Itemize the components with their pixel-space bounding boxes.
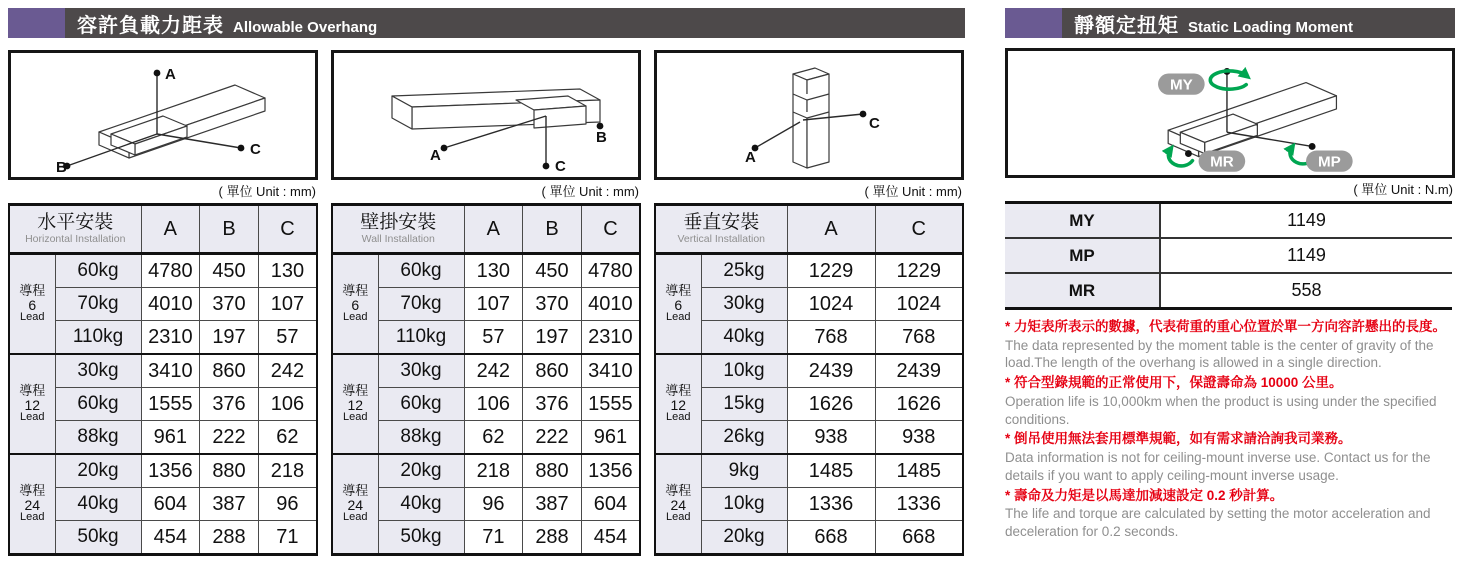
lead-label-zh: 導程 — [19, 383, 46, 399]
moment-row — [1005, 273, 1452, 309]
value-cell: 130 — [464, 254, 523, 288]
load-cell: 20kg — [55, 454, 141, 488]
data-row — [332, 488, 640, 521]
lead-value: 6 — [28, 296, 37, 313]
horizontal-table-holder — [8, 203, 318, 556]
lead-label-en: Lead — [343, 411, 368, 424]
value-cell: 1626 — [875, 388, 963, 421]
value-cell: 961 — [581, 421, 640, 455]
load-cell: 40kg — [701, 321, 787, 355]
lead-label-en: Lead — [666, 311, 691, 324]
value-cell: 768 — [787, 321, 875, 355]
section-title-en: Static Loading Moment — [1188, 18, 1353, 36]
value-cell: 218 — [464, 454, 523, 488]
overhang-header-row — [332, 205, 640, 254]
data-row — [9, 254, 317, 288]
value-cell: 288 — [523, 521, 582, 555]
lead-value: 24 — [347, 496, 364, 513]
value-cell: 860 — [523, 354, 582, 388]
axis-label-a: A — [165, 66, 176, 83]
allowable-overhang-header — [8, 8, 965, 38]
note-text-en: Operation life is 10,000km when the product is using under the specified conditions. — [1005, 393, 1437, 427]
section-title-zh: 容許負載力距表 — [77, 14, 224, 37]
load-cell: 60kg — [55, 388, 141, 421]
vertical-installation-diagram — [654, 50, 964, 180]
lead-cell — [655, 354, 701, 454]
load-cell: 60kg — [55, 254, 141, 288]
value-cell: 197 — [523, 321, 582, 355]
column-header-c: C — [258, 205, 317, 254]
wall-installation-diagram — [331, 50, 641, 180]
value-cell: 107 — [258, 288, 317, 321]
lead-label-zh: 導程 — [342, 383, 369, 399]
value-cell: 1356 — [581, 454, 640, 488]
value-cell: 3410 — [141, 354, 200, 388]
wall-table-holder — [331, 203, 641, 556]
value-cell: 454 — [141, 521, 200, 555]
axis-label-c: C — [869, 115, 880, 132]
value-cell: 106 — [464, 388, 523, 421]
value-cell: 880 — [200, 454, 259, 488]
note-item — [1005, 486, 1454, 541]
value-cell: 3410 — [581, 354, 640, 388]
value-cell: 130 — [258, 254, 317, 288]
value-cell: 1485 — [787, 454, 875, 488]
value-cell: 2310 — [141, 321, 200, 355]
lead-value: 6 — [351, 296, 360, 313]
value-cell: 4780 — [141, 254, 200, 288]
moment-value: 1149 — [1160, 238, 1452, 273]
load-cell: 20kg — [701, 521, 787, 555]
unit-label-nm: ( 單位 Unit : N.m) — [1353, 182, 1453, 197]
moment-diagram-svg — [1008, 51, 1452, 175]
overhang-table-horizontal — [8, 203, 318, 556]
installation-name-zh: 垂直安裝 — [683, 211, 760, 233]
axis-dot-c — [238, 145, 245, 152]
value-cell: 880 — [523, 454, 582, 488]
axis-label-b: B — [56, 159, 67, 176]
axis-label-a: A — [430, 147, 441, 164]
vertical-diagram-svg — [657, 53, 961, 177]
mr-badge-label: MR — [1210, 153, 1234, 171]
note-text-zh: * 力矩表所表示的數據，代表荷重的重心位置於單一方向容許懸出的長度。 — [1005, 319, 1447, 334]
load-cell: 26kg — [701, 421, 787, 455]
vertical-installation-block — [654, 50, 964, 556]
moment-diagram — [1005, 48, 1455, 178]
lead-label-zh: 導程 — [665, 383, 692, 399]
data-row — [655, 421, 963, 455]
lead-label-zh: 導程 — [665, 483, 692, 499]
value-cell: 106 — [258, 388, 317, 421]
note-text-en: Data information is not for ceiling-mount inverse use. Contact us for the details if you want to apply ceiling-mount inverse usage. — [1005, 449, 1431, 483]
value-cell: 938 — [787, 421, 875, 455]
lead-cell — [9, 254, 55, 355]
value-cell: 2439 — [875, 354, 963, 388]
wall-diagram-svg — [334, 53, 638, 177]
note-text-zh: * 倒吊使用無法套用標準規範，如有需求請洽詢我司業務。 — [1005, 431, 1352, 447]
my-badge-label: MY — [1169, 76, 1193, 94]
mp-badge-label: MP — [1317, 153, 1341, 171]
value-cell: 1555 — [581, 388, 640, 421]
horizontal-diagram-svg — [11, 53, 315, 177]
section-title-zh: 靜額定扭矩 — [1074, 14, 1179, 37]
lead-value: 24 — [24, 496, 41, 513]
note-item — [1005, 317, 1454, 372]
value-cell: 370 — [200, 288, 259, 321]
value-cell: 2439 — [787, 354, 875, 388]
mp-dot — [1309, 143, 1316, 150]
lead-label-en: Lead — [343, 311, 368, 324]
static-loading-moment-header — [1005, 8, 1455, 38]
lead-label-zh: 導程 — [19, 283, 46, 299]
axis-dot-a — [154, 70, 161, 77]
data-row — [332, 321, 640, 355]
moment-label: MR — [1005, 273, 1160, 309]
value-cell: 242 — [464, 354, 523, 388]
value-cell: 1336 — [875, 488, 963, 521]
allowable-overhang-section — [8, 8, 965, 556]
data-row — [655, 354, 963, 388]
wall-installation-block — [331, 50, 641, 556]
value-cell: 242 — [258, 354, 317, 388]
load-cell: 110kg — [378, 321, 464, 355]
horizontal-installation-diagram — [8, 50, 318, 180]
value-cell: 1024 — [875, 288, 963, 321]
load-cell: 110kg — [55, 321, 141, 355]
lead-value: 12 — [670, 396, 687, 413]
data-row — [332, 288, 640, 321]
load-cell: 40kg — [378, 488, 464, 521]
value-cell: 71 — [464, 521, 523, 555]
data-row — [9, 421, 317, 455]
note-text-zh: * 符合型錄規範的正常使用下，保證壽命為 10000 公里。 — [1005, 375, 1343, 391]
axis-label-c: C — [555, 158, 566, 175]
note-text-en: The life and torque are calculated by setting the motor acceleration and deceleration for 0.2 seconds. — [1005, 506, 1431, 539]
vertical-table-holder — [654, 203, 964, 556]
lead-cell — [655, 254, 701, 355]
load-cell: 30kg — [701, 288, 787, 321]
axis-dot-c — [543, 163, 550, 170]
value-cell: 62 — [258, 421, 317, 455]
data-row — [655, 288, 963, 321]
lead-label-en: Lead — [666, 411, 691, 424]
value-cell: 222 — [523, 421, 582, 455]
lead-label-en: Lead — [666, 511, 691, 524]
value-cell: 604 — [141, 488, 200, 521]
axis-label-b: B — [596, 129, 607, 146]
lead-cell — [332, 454, 378, 555]
value-cell: 2310 — [581, 321, 640, 355]
load-cell: 15kg — [701, 388, 787, 421]
value-cell: 197 — [200, 321, 259, 355]
value-cell: 1356 — [141, 454, 200, 488]
installation-name-cell — [9, 205, 141, 254]
section-title — [1062, 9, 1353, 38]
mr-dot — [1185, 150, 1192, 157]
value-cell: 376 — [523, 388, 582, 421]
value-cell: 4010 — [141, 288, 200, 321]
lead-label-zh: 導程 — [19, 483, 46, 499]
moment-label: MY — [1005, 203, 1160, 239]
lead-cell — [655, 454, 701, 555]
lead-cell — [9, 454, 55, 555]
load-cell: 10kg — [701, 354, 787, 388]
unit-label-mm: ( 單位 Unit : mm) — [541, 184, 639, 199]
load-cell: 30kg — [55, 354, 141, 388]
value-cell: 218 — [258, 454, 317, 488]
data-row — [655, 321, 963, 355]
value-cell: 57 — [258, 321, 317, 355]
column-header-c: C — [875, 205, 963, 254]
value-cell: 1024 — [787, 288, 875, 321]
overhang-header-row — [9, 205, 317, 254]
axis-dot-a — [441, 145, 448, 152]
moment-value: 558 — [1160, 273, 1452, 309]
note-text-zh: * 壽命及力矩是以馬達加減速設定 0.2 秒計算。 — [1005, 487, 1284, 503]
load-cell: 50kg — [378, 521, 464, 555]
load-cell: 10kg — [701, 488, 787, 521]
lead-cell — [332, 254, 378, 355]
moment-row — [1005, 203, 1452, 239]
note-text-en: The data represented by the moment table is the center of gravity of the load.The length of the overhang is allowed in a single direction. — [1005, 337, 1434, 371]
installation-name-zh: 壁掛安裝 — [360, 211, 437, 233]
data-row — [332, 354, 640, 388]
load-cell: 9kg — [701, 454, 787, 488]
value-cell: 450 — [523, 254, 582, 288]
value-cell: 1229 — [787, 254, 875, 288]
overhang-header-row — [655, 205, 963, 254]
axis-label-a: A — [745, 149, 756, 166]
notes-list — [1005, 317, 1454, 541]
lead-value: 24 — [670, 496, 687, 513]
data-row — [655, 254, 963, 288]
installation-name-zh: 水平安裝 — [37, 211, 114, 233]
data-row — [332, 454, 640, 488]
installation-name-en: Horizontal Installation — [25, 232, 126, 245]
moment-row — [1005, 238, 1452, 273]
value-cell: 668 — [787, 521, 875, 555]
column-header-a: A — [141, 205, 200, 254]
value-cell: 1626 — [787, 388, 875, 421]
note-item — [1005, 429, 1454, 484]
value-cell: 96 — [258, 488, 317, 521]
value-cell: 1336 — [787, 488, 875, 521]
value-cell: 4010 — [581, 288, 640, 321]
data-row — [9, 354, 317, 388]
moment-table-holder — [1005, 201, 1455, 310]
overhang-blocks — [8, 50, 965, 556]
load-cell: 70kg — [378, 288, 464, 321]
data-row — [9, 521, 317, 555]
overhang-table-wall — [331, 203, 641, 556]
load-cell: 50kg — [55, 521, 141, 555]
lead-label-en: Lead — [20, 411, 45, 424]
lead-value: 12 — [24, 396, 41, 413]
value-cell: 376 — [200, 388, 259, 421]
value-cell: 961 — [141, 421, 200, 455]
lead-label-en: Lead — [343, 511, 368, 524]
column-header-a: A — [787, 205, 875, 254]
rail-wireframe — [392, 89, 600, 129]
value-cell: 768 — [875, 321, 963, 355]
column-header-b: B — [523, 205, 582, 254]
note-item — [1005, 373, 1454, 428]
lead-cell — [332, 354, 378, 454]
value-cell: 604 — [581, 488, 640, 521]
section-title-en: Allowable Overhang — [233, 18, 378, 36]
value-cell: 222 — [200, 421, 259, 455]
data-row — [9, 288, 317, 321]
lead-label-zh: 導程 — [665, 283, 692, 299]
moment-value: 1149 — [1160, 203, 1452, 239]
lead-cell — [9, 354, 55, 454]
load-cell: 60kg — [378, 388, 464, 421]
data-row — [332, 421, 640, 455]
data-row — [655, 454, 963, 488]
installation-name-cell — [332, 205, 464, 254]
load-cell: 40kg — [55, 488, 141, 521]
column-header-a: A — [464, 205, 523, 254]
static-loading-moment-section — [1005, 8, 1455, 542]
lead-label-en: Lead — [20, 511, 45, 524]
section-title — [65, 9, 377, 38]
load-cell: 88kg — [378, 421, 464, 455]
column-header-c: C — [581, 205, 640, 254]
static-moment-table — [1005, 201, 1452, 310]
value-cell: 454 — [581, 521, 640, 555]
value-cell: 1229 — [875, 254, 963, 288]
lead-value: 12 — [347, 396, 364, 413]
data-row — [9, 454, 317, 488]
installation-name-en: Wall Installation — [361, 232, 435, 245]
data-row — [332, 521, 640, 555]
unit-label-mm: ( 單位 Unit : mm) — [218, 184, 316, 199]
load-cell: 60kg — [378, 254, 464, 288]
data-row — [9, 321, 317, 355]
value-cell: 62 — [464, 421, 523, 455]
value-cell: 288 — [200, 521, 259, 555]
value-cell: 370 — [523, 288, 582, 321]
load-cell: 20kg — [378, 454, 464, 488]
value-cell: 450 — [200, 254, 259, 288]
lead-label-zh: 導程 — [342, 483, 369, 499]
value-cell: 668 — [875, 521, 963, 555]
data-row — [655, 521, 963, 555]
installation-name-cell — [655, 205, 787, 254]
load-cell: 70kg — [55, 288, 141, 321]
lead-value: 6 — [674, 296, 683, 313]
column-header-b: B — [200, 205, 259, 254]
value-cell: 96 — [464, 488, 523, 521]
accent-square — [1005, 8, 1062, 38]
value-cell: 860 — [200, 354, 259, 388]
data-row — [655, 388, 963, 421]
value-cell: 1485 — [875, 454, 963, 488]
data-row — [9, 488, 317, 521]
axis-label-c: C — [250, 141, 261, 158]
value-cell: 71 — [258, 521, 317, 555]
value-cell: 387 — [200, 488, 259, 521]
value-cell: 387 — [523, 488, 582, 521]
data-row — [332, 254, 640, 288]
moment-label: MP — [1005, 238, 1160, 273]
value-cell: 107 — [464, 288, 523, 321]
load-cell: 25kg — [701, 254, 787, 288]
load-cell: 88kg — [55, 421, 141, 455]
value-cell: 1555 — [141, 388, 200, 421]
load-cell: 30kg — [378, 354, 464, 388]
unit-label-mm: ( 單位 Unit : mm) — [864, 184, 962, 199]
value-cell: 57 — [464, 321, 523, 355]
value-cell: 4780 — [581, 254, 640, 288]
data-row — [332, 388, 640, 421]
horizontal-installation-block — [8, 50, 318, 556]
accent-square — [8, 8, 65, 38]
lead-label-zh: 導程 — [342, 283, 369, 299]
data-row — [9, 388, 317, 421]
lead-label-en: Lead — [20, 311, 45, 324]
data-row — [655, 488, 963, 521]
value-cell: 938 — [875, 421, 963, 455]
axis-dot-c — [860, 111, 867, 118]
overhang-table-vertical — [654, 203, 964, 556]
installation-name-en: Vertical Installation — [677, 232, 766, 245]
